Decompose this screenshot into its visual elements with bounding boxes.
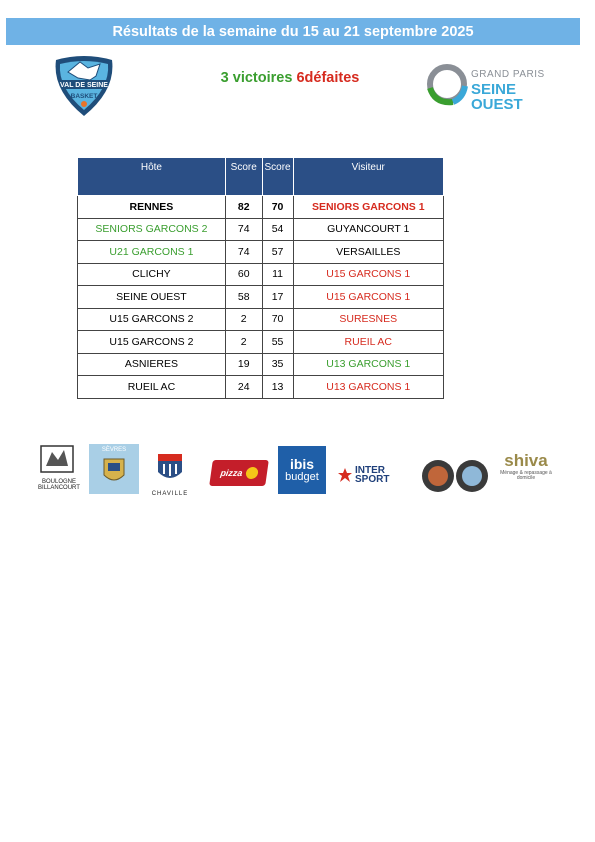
intersport-logo	[337, 466, 403, 484]
boulogne-billancourt-logo	[38, 444, 80, 492]
shiva-label: shiva	[504, 451, 548, 470]
title-banner	[6, 18, 580, 45]
home-team-cell: SEINE OUEST	[78, 286, 226, 309]
table-row	[78, 353, 444, 376]
home-team-cell: U15 GARCONS 2	[78, 308, 226, 331]
home-score-cell: 2	[225, 308, 262, 331]
home-team-cell: RUEIL AC	[78, 376, 226, 399]
chaville-label: CHAVILLE	[151, 491, 189, 497]
header-away-score: Score	[262, 158, 293, 196]
budget-label: budget	[285, 470, 319, 483]
table-row	[78, 218, 444, 241]
away-score-cell: 70	[262, 308, 293, 331]
sevres-logo	[89, 444, 139, 494]
visitor-team-cell: SURESNES	[293, 308, 443, 331]
chaville-crest-icon	[148, 452, 192, 486]
weekly-summary	[180, 70, 400, 86]
away-score-cell: 11	[262, 263, 293, 286]
away-score-cell: 70	[262, 196, 293, 219]
intersport-line1: INTER	[355, 465, 385, 476]
sevres-label: SÈVRES	[101, 447, 127, 453]
boulogne-line1: BOULOGNE	[41, 479, 76, 485]
round-badges-icon	[420, 458, 490, 494]
home-team-cell: ASNIERES	[78, 353, 226, 376]
home-score-cell: 2	[225, 331, 262, 354]
intersport-star-icon	[337, 467, 353, 483]
pizza-label: pizza	[219, 468, 244, 478]
home-score-cell: 58	[225, 286, 262, 309]
home-score-cell: 60	[225, 263, 262, 286]
results-table-body	[78, 196, 444, 399]
shiva-tagline: Ménage & repassage à domicile	[500, 470, 552, 482]
visitor-team-cell: U13 GARCONS 1	[293, 376, 443, 399]
table-row	[78, 331, 444, 354]
ibis-label: ibis	[289, 455, 315, 472]
gpso-line1: GRAND PARIS	[471, 69, 545, 80]
table-row	[78, 308, 444, 331]
table-row	[78, 241, 444, 264]
sevres-crest-icon	[89, 453, 139, 493]
table-row	[78, 286, 444, 309]
home-score-cell: 74	[225, 241, 262, 264]
header-visitor: Visiteur	[293, 158, 443, 196]
home-score-cell: 24	[225, 376, 262, 399]
visitor-team-cell: GUYANCOURT 1	[293, 218, 443, 241]
page-title: Résultats de la semaine du 15 au 21 septembre 2025	[112, 23, 474, 40]
visitor-team-cell: U15 GARCONS 1	[293, 263, 443, 286]
boulogne-line2: BILLANCOURT	[38, 485, 80, 492]
home-team-cell: U15 GARCONS 2	[78, 331, 226, 354]
results-table	[77, 157, 444, 399]
header-home-score: Score	[225, 158, 262, 196]
away-score-cell: 17	[262, 286, 293, 309]
boulogne-crest-icon	[38, 444, 76, 474]
wins-count: 3 victoires	[220, 70, 293, 86]
away-score-cell: 13	[262, 376, 293, 399]
away-score-cell: 55	[262, 331, 293, 354]
visitor-team-cell: U13 GARCONS 1	[293, 353, 443, 376]
gpso-emblem-icon	[425, 62, 469, 110]
visitor-team-cell: SENIORS GARCONS 1	[293, 196, 443, 219]
away-score-cell: 57	[262, 241, 293, 264]
home-score-cell: 74	[225, 218, 262, 241]
sponsors-strip	[38, 440, 558, 505]
pizza-dot-icon	[245, 467, 259, 479]
grand-paris-seine-ouest-logo	[425, 62, 557, 113]
chaville-logo	[148, 452, 192, 497]
home-team-cell: CLICHY	[78, 263, 226, 286]
table-row	[78, 376, 444, 399]
home-team-cell: U21 GARCONS 1	[78, 241, 226, 264]
club-logo-line1: VAL DE SEINE	[60, 82, 108, 89]
visitor-team-cell: RUEIL AC	[293, 331, 443, 354]
header-home: Hôte	[78, 158, 226, 196]
home-team-cell: RENNES	[78, 196, 226, 219]
club-logo	[50, 54, 118, 118]
gpso-line2: SEINE OUEST	[471, 81, 523, 113]
losses-count: 6défaites	[296, 70, 360, 86]
visitor-team-cell: VERSAILLES	[293, 241, 443, 264]
ibis-budget-logo	[278, 446, 326, 494]
table-header-row	[78, 158, 444, 196]
intersport-line2: SPORT	[355, 474, 390, 485]
club-logo-line2: BASKET	[70, 93, 98, 100]
home-team-cell: SENIORS GARCONS 2	[78, 218, 226, 241]
away-score-cell: 54	[262, 218, 293, 241]
home-score-cell: 19	[225, 353, 262, 376]
table-row	[78, 196, 444, 219]
away-score-cell: 35	[262, 353, 293, 376]
shiva-logo	[498, 452, 554, 482]
club-badges	[420, 458, 490, 494]
home-score-cell: 82	[225, 196, 262, 219]
pizza-logo	[209, 460, 269, 486]
table-row	[78, 263, 444, 286]
visitor-team-cell: U15 GARCONS 1	[293, 286, 443, 309]
